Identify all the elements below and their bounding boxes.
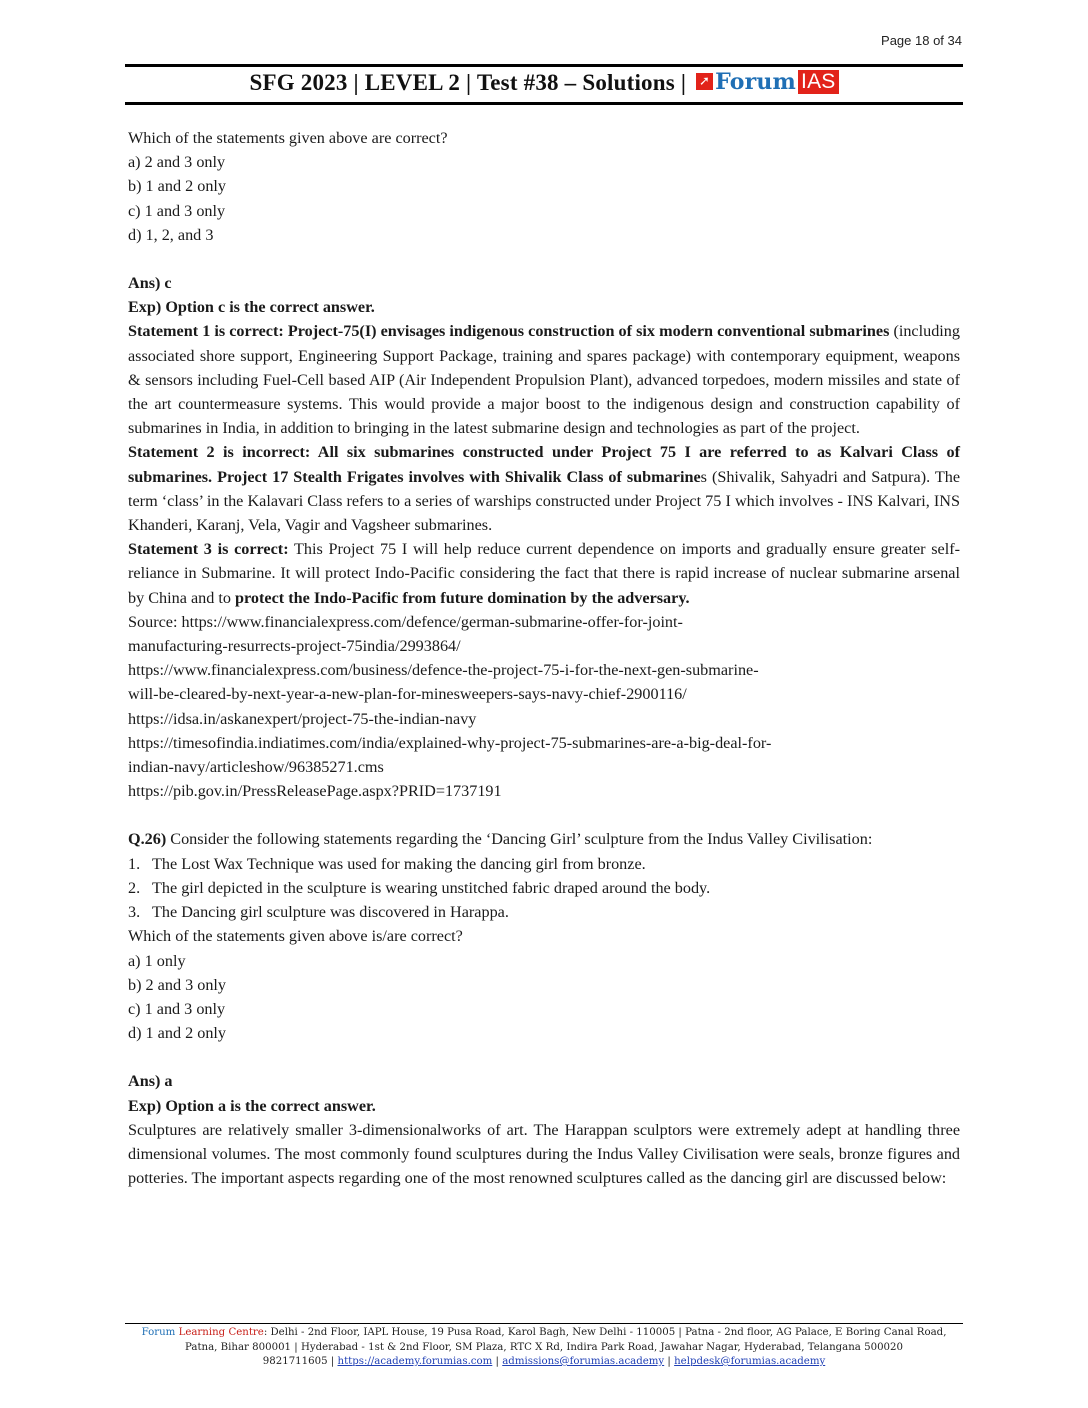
footer-site-link[interactable]: https://academy.forumias.com xyxy=(337,1356,493,1367)
question-26 xyxy=(128,827,960,1190)
statement-1-explanation xyxy=(128,319,960,440)
option-a: a) 2 and 3 only xyxy=(128,153,226,172)
statement-3-verdict: Statement 3 is correct: xyxy=(128,540,289,559)
option-d: d) 1 and 2 only xyxy=(128,1024,227,1043)
question-prompt: Which of the statements given above is/are correct? xyxy=(128,927,463,946)
option-b: b) 1 and 2 only xyxy=(128,177,227,196)
question-number: Q.26) xyxy=(128,830,167,849)
sources-list xyxy=(128,610,960,804)
header-title: SFG 2023 | LEVEL 2 | Test #38 – Solutions | xyxy=(249,70,687,95)
footer-line-3: 9821711605 | https://academy.forumias.com | admissions@forumias.academy | helpdesk@forumias.academy xyxy=(262,1356,826,1367)
q25-continuation xyxy=(128,126,960,803)
option-c: c) 1 and 3 only xyxy=(128,201,226,220)
statement-item: 2. The girl depicted in the sculpture is wearing unstitched fabric draped around the body. xyxy=(128,878,711,897)
statement-1-text: (including associated shore support, Engineering Support Package, training and spares package) with contemporary equipment, weapons & sensors including Fuel-Cell based AIP (Air Independent Propulsion Plant), advanced torpedoes, modern missiles and state of the art countermeasure systems. This would provide a major boost to the indigenous design and construction capability of submarines in India, in addition to bringing in the latest submarine design and technologies as part of the project. xyxy=(128,322,960,438)
statement-2-text: s (Shivalik, Sahyadri and Satpura). The term ‘class’ in the Kalavari Class refers to a series of warships constructed under Project 75 I which involves - INS Kalvari, INS Khanderi, Karanj, Vela, Vagir and Vagsheer submarines. xyxy=(128,467,961,535)
arrow-up-right-icon: ➚ xyxy=(696,73,713,90)
footer-phone: 9821711605 xyxy=(262,1356,328,1367)
explanation-heading: Exp) Option c is the correct answer. xyxy=(128,298,375,317)
explanation-heading: Exp) Option a is the correct answer. xyxy=(128,1096,376,1115)
source-line[interactable]: will-be-cleared-by-next-year-a-new-plan-for-minesweepers-says-navy-chief-2900116/ xyxy=(128,685,687,704)
statement-3-explanation xyxy=(128,537,960,610)
footer-line-2: Patna, Bihar 800001 | Hyderabad - 1st & 2nd Floor, SM Plaza, RTC X Rd, Indira Park Road, Jawahar Nagar, Hyderabad, Telangana 500020 xyxy=(184,1341,904,1353)
document-body xyxy=(128,126,960,1190)
statement-3-emphasis: protect the Indo-Pacific from future domination by the adversary. xyxy=(235,588,690,607)
answer-line: Ans) c xyxy=(128,274,172,293)
page-header xyxy=(125,70,963,98)
footer-admissions-link[interactable]: admissions@forumias.academy xyxy=(502,1356,665,1367)
statement-2-explanation xyxy=(128,440,960,537)
forumias-logo xyxy=(696,69,838,95)
statement-item: 3. The Dancing girl sculpture was discovered in Harappa. xyxy=(128,903,509,922)
source-line[interactable]: https://idsa.in/askanexpert/project-75-the-indian-navy xyxy=(128,709,477,728)
option-b: b) 2 and 3 only xyxy=(128,975,227,994)
answer-line: Ans) a xyxy=(128,1072,173,1091)
question-stem xyxy=(128,827,960,851)
footer-line-1: Forum Learning Centre: Delhi - 2nd Floor, IAPL House, 19 Pusa Road, Karol Bagh, New Delhi - 110005 | Patna - 2nd floor, AG Palace, E Boring Canal Road, xyxy=(141,1327,947,1338)
page-number: Page 18 of 34 xyxy=(881,33,962,48)
logo-forum-text: Forum xyxy=(715,68,797,95)
statement-2-verdict: Statement 2 is incorrect: All six submarines constructed under Project 75 I are referred to as Kalvari Class of submarines. Project 17 Stealth Frigates involves with Shivalik Class of submarine xyxy=(128,443,960,486)
option-c: c) 1 and 3 only xyxy=(128,999,226,1018)
header-top-rule xyxy=(125,64,963,67)
source-line[interactable]: indian-navy/articleshow/96385271.cms xyxy=(128,758,384,777)
statement-item: 1. The Lost Wax Technique was used for making the dancing girl from bronze. xyxy=(128,854,646,873)
footer-helpdesk-link[interactable]: helpdesk@forumias.academy xyxy=(674,1356,826,1367)
statement-3-text: This Project 75 I will help reduce current dependence on imports and gradually ensure greater self-reliance in Submarine. It will protect Indo-Pacific considering the fact that there is rapid increase of nuclear submarine arsenal by China and to xyxy=(128,540,960,607)
source-line[interactable]: https://www.financialexpress.com/business/defence-the-project-75-i-for-the-next-gen-submarine- xyxy=(128,661,759,680)
page-footer xyxy=(125,1326,963,1370)
footer-rule xyxy=(125,1323,963,1324)
option-a: a) 1 only xyxy=(128,951,186,970)
question-text: Consider the following statements regarding the ‘Dancing Girl’ sculpture from the Indus Valley Civilisation: xyxy=(166,830,873,849)
logo-ias-text: IAS xyxy=(798,70,838,94)
source-line[interactable]: Source: https://www.financialexpress.com/defence/german-submarine-offer-for-joint- xyxy=(128,612,683,631)
source-line[interactable]: https://timesofindia.indiatimes.com/india/explained-why-project-75-submarines-are-a-big-deal-for- xyxy=(128,733,772,752)
option-d: d) 1, 2, and 3 xyxy=(128,225,214,244)
source-line[interactable]: manufacturing-resurrects-project-75india/2993864/ xyxy=(128,637,461,656)
explanation-text: Sculptures are relatively smaller 3-dimensionalworks of art. The Harappan sculptors were extremely adept at handling three dimensional volumes. The most commonly found sculptures during the Indus Valley Civilisation were seals, bronze figures and potteries. The important aspects regarding one of the most renowned sculptures called as the dancing girl are discussed below: xyxy=(128,1120,960,1188)
source-line[interactable]: https://pib.gov.in/PressReleasePage.aspx?PRID=1737191 xyxy=(128,782,502,801)
statement-1-verdict: Statement 1 is correct: Project-75(I) envisages indigenous construction of six modern conventional submarines xyxy=(128,322,890,341)
question-prompt: Which of the statements given above are correct? xyxy=(128,129,448,147)
header-bottom-rule xyxy=(125,102,963,105)
